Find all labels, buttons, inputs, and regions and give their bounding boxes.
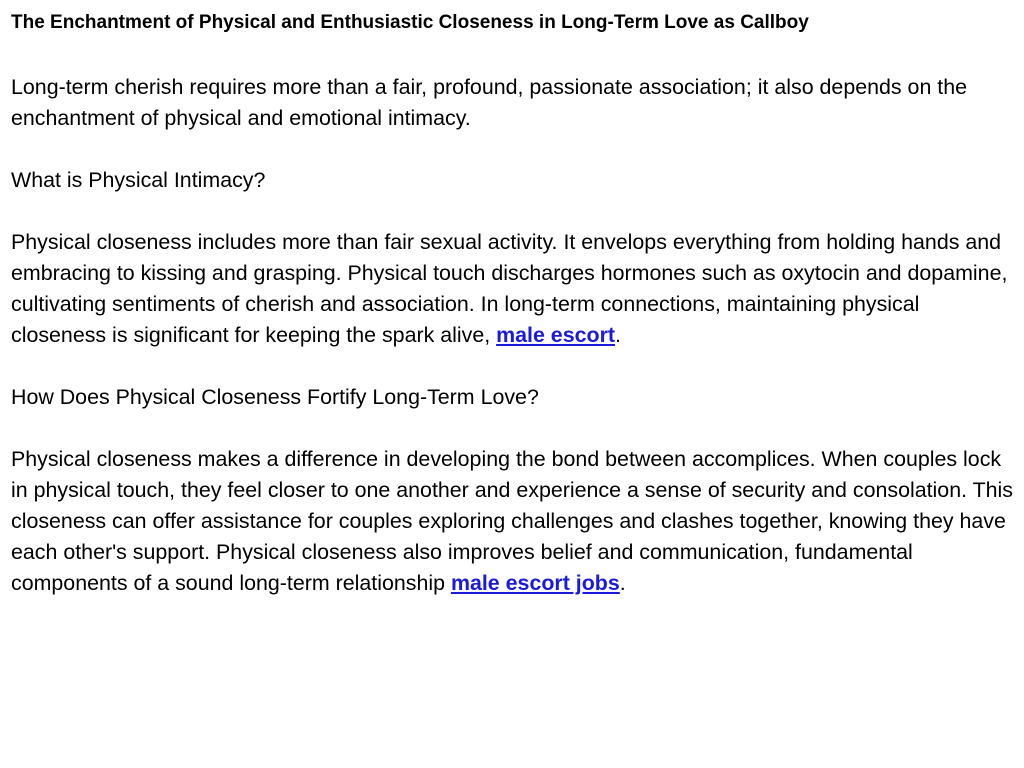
spacer bbox=[11, 196, 1015, 227]
spacer bbox=[11, 351, 1015, 382]
spacer bbox=[11, 134, 1015, 165]
spacer bbox=[11, 413, 1015, 444]
section-heading-fortify-love: How Does Physical Closeness Fortify Long-Term Love? bbox=[11, 385, 539, 409]
male-escort-jobs-link[interactable]: male escort jobs bbox=[450, 571, 620, 595]
section2-body-text: Physical closeness makes a difference in developing the bond between accomplices. When couples lock in physical touch, they feel closer to one another and experience a sense of security and consolation. This closeness can offer assistance for couples exploring challenges and clashes together, knowing they have each other's support. Physical closeness also improves belief and communication, fundamental components of a sound long-term relationship bbox=[11, 447, 1014, 595]
section1-tail: . bbox=[615, 323, 621, 347]
section1-paragraph bbox=[11, 227, 1015, 351]
document-title: The Enchantment of Physical and Enthusiastic Closeness in Long-Term Love as Callboy bbox=[11, 12, 809, 33]
document-body bbox=[11, 9, 1015, 599]
section-heading-physical-intimacy: What is Physical Intimacy? bbox=[11, 168, 266, 192]
section1-body-text: Physical closeness includes more than fair sexual activity. It envelops everything from holding hands and embracing to kissing and grasping. Physical touch discharges hormones such as oxytocin and dopamine, cultivating sentiments of cherish and association. In long-term connections, maintaining physical closeness is significant for keeping the spark alive, bbox=[11, 230, 1008, 347]
male-escort-link[interactable]: male escort bbox=[496, 323, 616, 347]
intro-paragraph: Long-term cherish requires more than a fair, profound, passionate association; it also depends on the enchantment of physical and emotional intimacy. bbox=[11, 75, 968, 130]
section2-tail: . bbox=[619, 571, 626, 595]
section2-paragraph bbox=[11, 444, 1015, 599]
spacer bbox=[11, 36, 1015, 72]
